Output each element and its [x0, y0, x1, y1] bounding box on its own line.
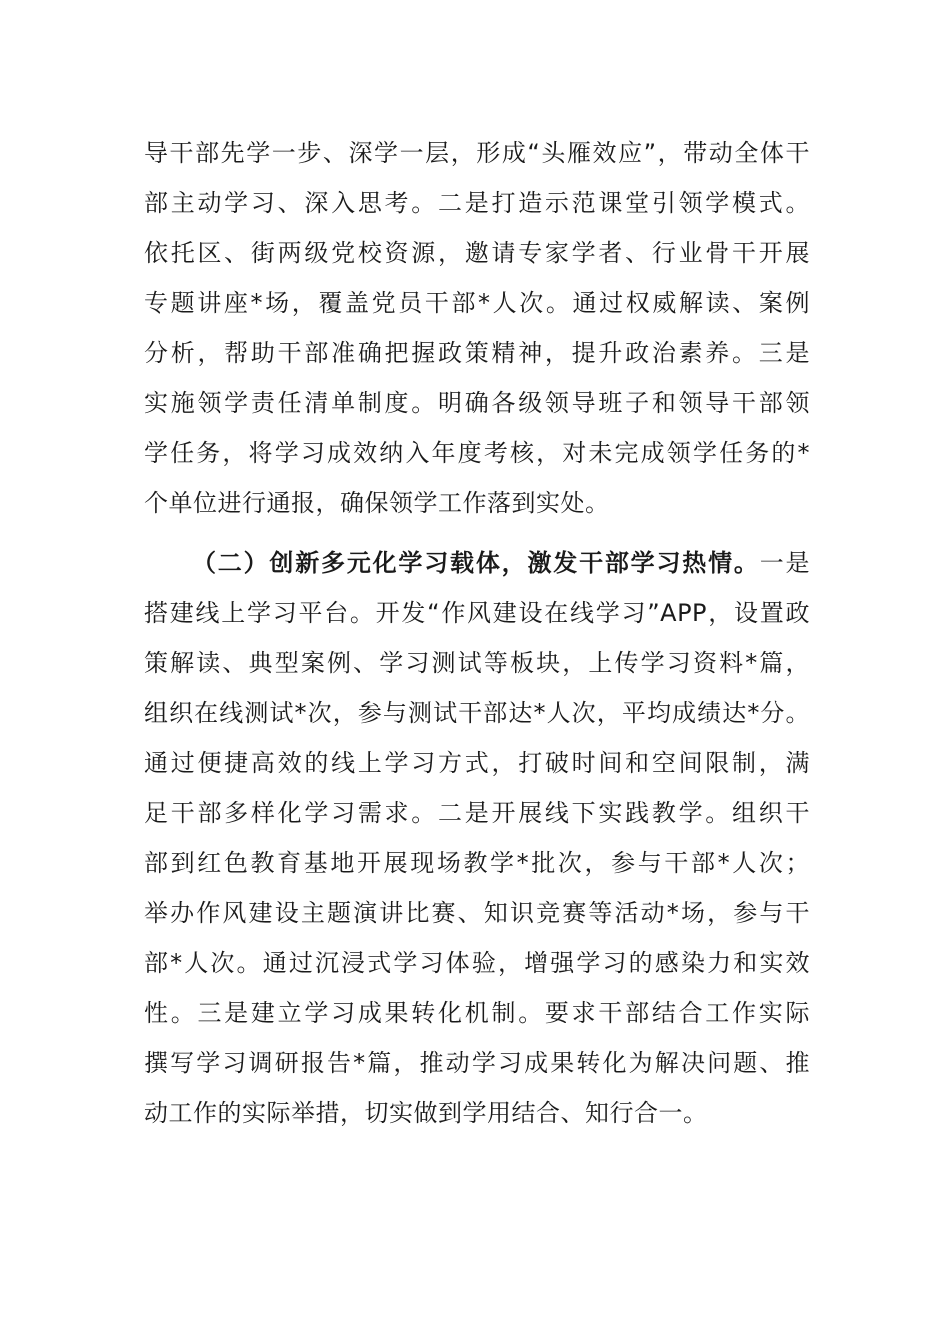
text-line: 部主动学习、深入思考。二是打造示范课堂引领学模式。 [144, 189, 810, 217]
text-run: 一是 [759, 549, 811, 577]
section-heading: （二）创新多元化学习载体，激发干部学习热情。 [192, 549, 760, 577]
paragraph-2 [144, 538, 810, 1138]
text-line: 学任务，将学习成效纳入年度考核，对未完成领学任务的* [144, 439, 810, 467]
text-line: 组织在线测试*次，参与测试干部达*人次，平均成绩达*分。 [144, 699, 810, 727]
text-line: 搭建线上学习平台。开发“作风建设在线学习”APP，设置政 [144, 599, 810, 627]
text-line: 专题讲座*场，覆盖党员干部*人次。通过权威解读、案例 [144, 289, 810, 317]
text-line: 性。三是建立学习成果转化机制。要求干部结合工作实际 [144, 999, 810, 1027]
paragraph-gap [144, 528, 810, 538]
text-line: 足干部多样化学习需求。二是开展线下实践教学。组织干 [144, 799, 810, 827]
text-line: 导干部先学一步、深学一层，形成“头雁效应”，带动全体干 [144, 139, 810, 167]
text-line: 部到红色教育基地开展现场教学*批次，参与干部*人次； [144, 849, 810, 877]
text-line: 实施领学责任清单制度。明确各级领导班子和领导干部领 [144, 389, 810, 417]
text-line: 举办作风建设主题演讲比赛、知识竞赛等活动*场，参与干 [144, 899, 810, 927]
text-line: 动工作的实际举措，切实做到学用结合、知行合一。 [144, 1099, 708, 1127]
text-line: 个单位进行通报，确保领学工作落到实处。 [144, 489, 610, 517]
text-line: 撰写学习调研报告*篇，推动学习成果转化为解决问题、推 [144, 1049, 810, 1077]
paragraph-1 [144, 128, 810, 528]
text-line: 策解读、典型案例、学习测试等板块，上传学习资料*篇， [144, 649, 810, 677]
text-line: 分析，帮助干部准确把握政策精神，提升政治素养。三是 [144, 339, 810, 367]
document-body [144, 128, 810, 1138]
text-line: 通过便捷高效的线上学习方式，打破时间和空间限制，满 [144, 749, 810, 777]
text-line: 部*人次。通过沉浸式学习体验，增强学习的感染力和实效 [144, 949, 810, 977]
paragraph-2-first-line [144, 538, 810, 588]
text-line: 依托区、街两级党校资源，邀请专家学者、行业骨干开展 [144, 239, 810, 267]
